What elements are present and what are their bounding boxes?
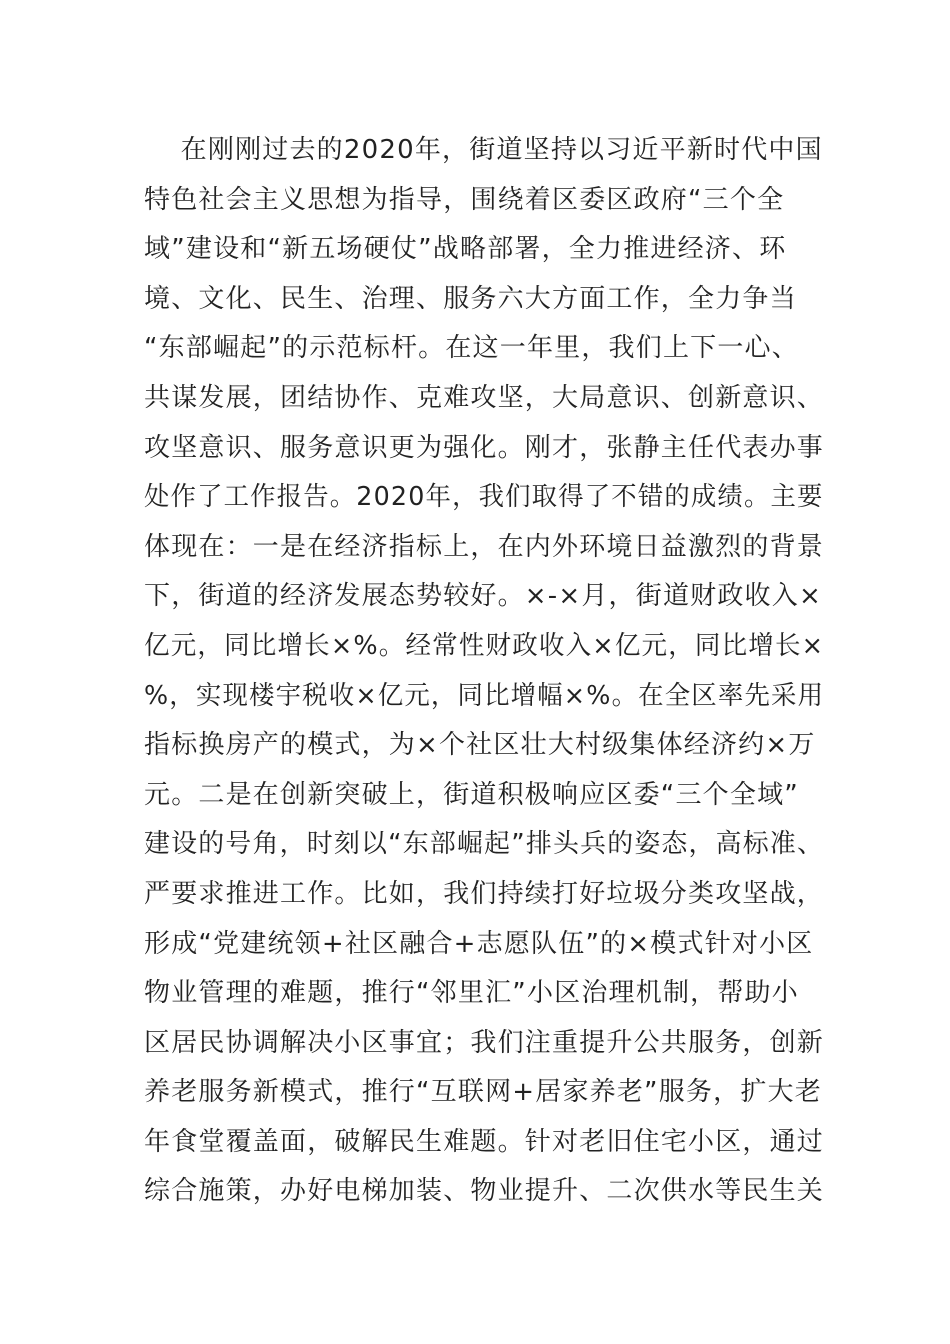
text-line: 区居民协调解决小区事宜；我们注重提升公共服务，创新 bbox=[144, 1027, 825, 1058]
text-line: 综合施策，办好电梯加装、物业提升、二次供水等民生关 bbox=[144, 1176, 825, 1207]
text-line: 体现在：一是在经济指标上，在内外环境日益激烈的背景 bbox=[144, 531, 825, 562]
text-line: 指标换房产的模式，为×个社区壮大村级集体经济约×万 bbox=[144, 730, 816, 761]
text-line: 下，街道的经济发展态势较好。×-×月，街道财政收入× bbox=[144, 581, 822, 612]
text-line: 元。二是在创新突破上，街道积极响应区委“三个全域” bbox=[144, 779, 799, 810]
text-line: “东部崛起”的示范标杆。在这一年里，我们上下一心、 bbox=[144, 333, 799, 364]
text-line: 养老服务新模式，推行“互联网+居家养老”服务，扩大老 bbox=[144, 1077, 822, 1108]
text-line: 攻坚意识、服务意识更为强化。刚才，张静主任代表办事 bbox=[144, 432, 825, 463]
text-line: 物业管理的难题，推行“邻里汇”小区治理机制，帮助小 bbox=[144, 978, 799, 1009]
text-line: 处作了工作报告。2020年，我们取得了不错的成绩。主要 bbox=[144, 482, 824, 513]
text-line: 年食堂覆盖面，破解民生难题。针对老旧住宅小区，通过 bbox=[144, 1126, 825, 1157]
text-line: 域”建设和“新五场硬仗”战略部署，全力推进经济、环 bbox=[144, 234, 787, 265]
text-line: 特色社会主义思想为指导，围绕着区委区政府“三个全 bbox=[144, 184, 785, 215]
text-line: 建设的号角，时刻以“东部崛起”排头兵的姿态，高标准、 bbox=[144, 829, 825, 860]
text-line: 形成“党建统领+社区融合+志愿队伍”的×模式针对小区 bbox=[144, 928, 814, 959]
text-line: 境、文化、民生、治理、服务六大方面工作，全力争当 bbox=[144, 283, 797, 314]
body-paragraph bbox=[144, 126, 824, 1217]
text-line: 严要求推进工作。比如，我们持续打好垃圾分类攻坚战， bbox=[144, 878, 825, 909]
text-line: %，实现楼宇税收×亿元，同比增幅×%。在全区率先采用 bbox=[144, 680, 825, 711]
text-line: 在刚刚过去的2020年，街道坚持以习近平新时代中国 bbox=[144, 135, 823, 165]
text-line: 亿元，同比增长×%。经常性财政收入×亿元，同比增长× bbox=[144, 630, 825, 661]
text-line: 共谋发展，团结协作、克难攻坚，大局意识、创新意识、 bbox=[144, 382, 825, 413]
